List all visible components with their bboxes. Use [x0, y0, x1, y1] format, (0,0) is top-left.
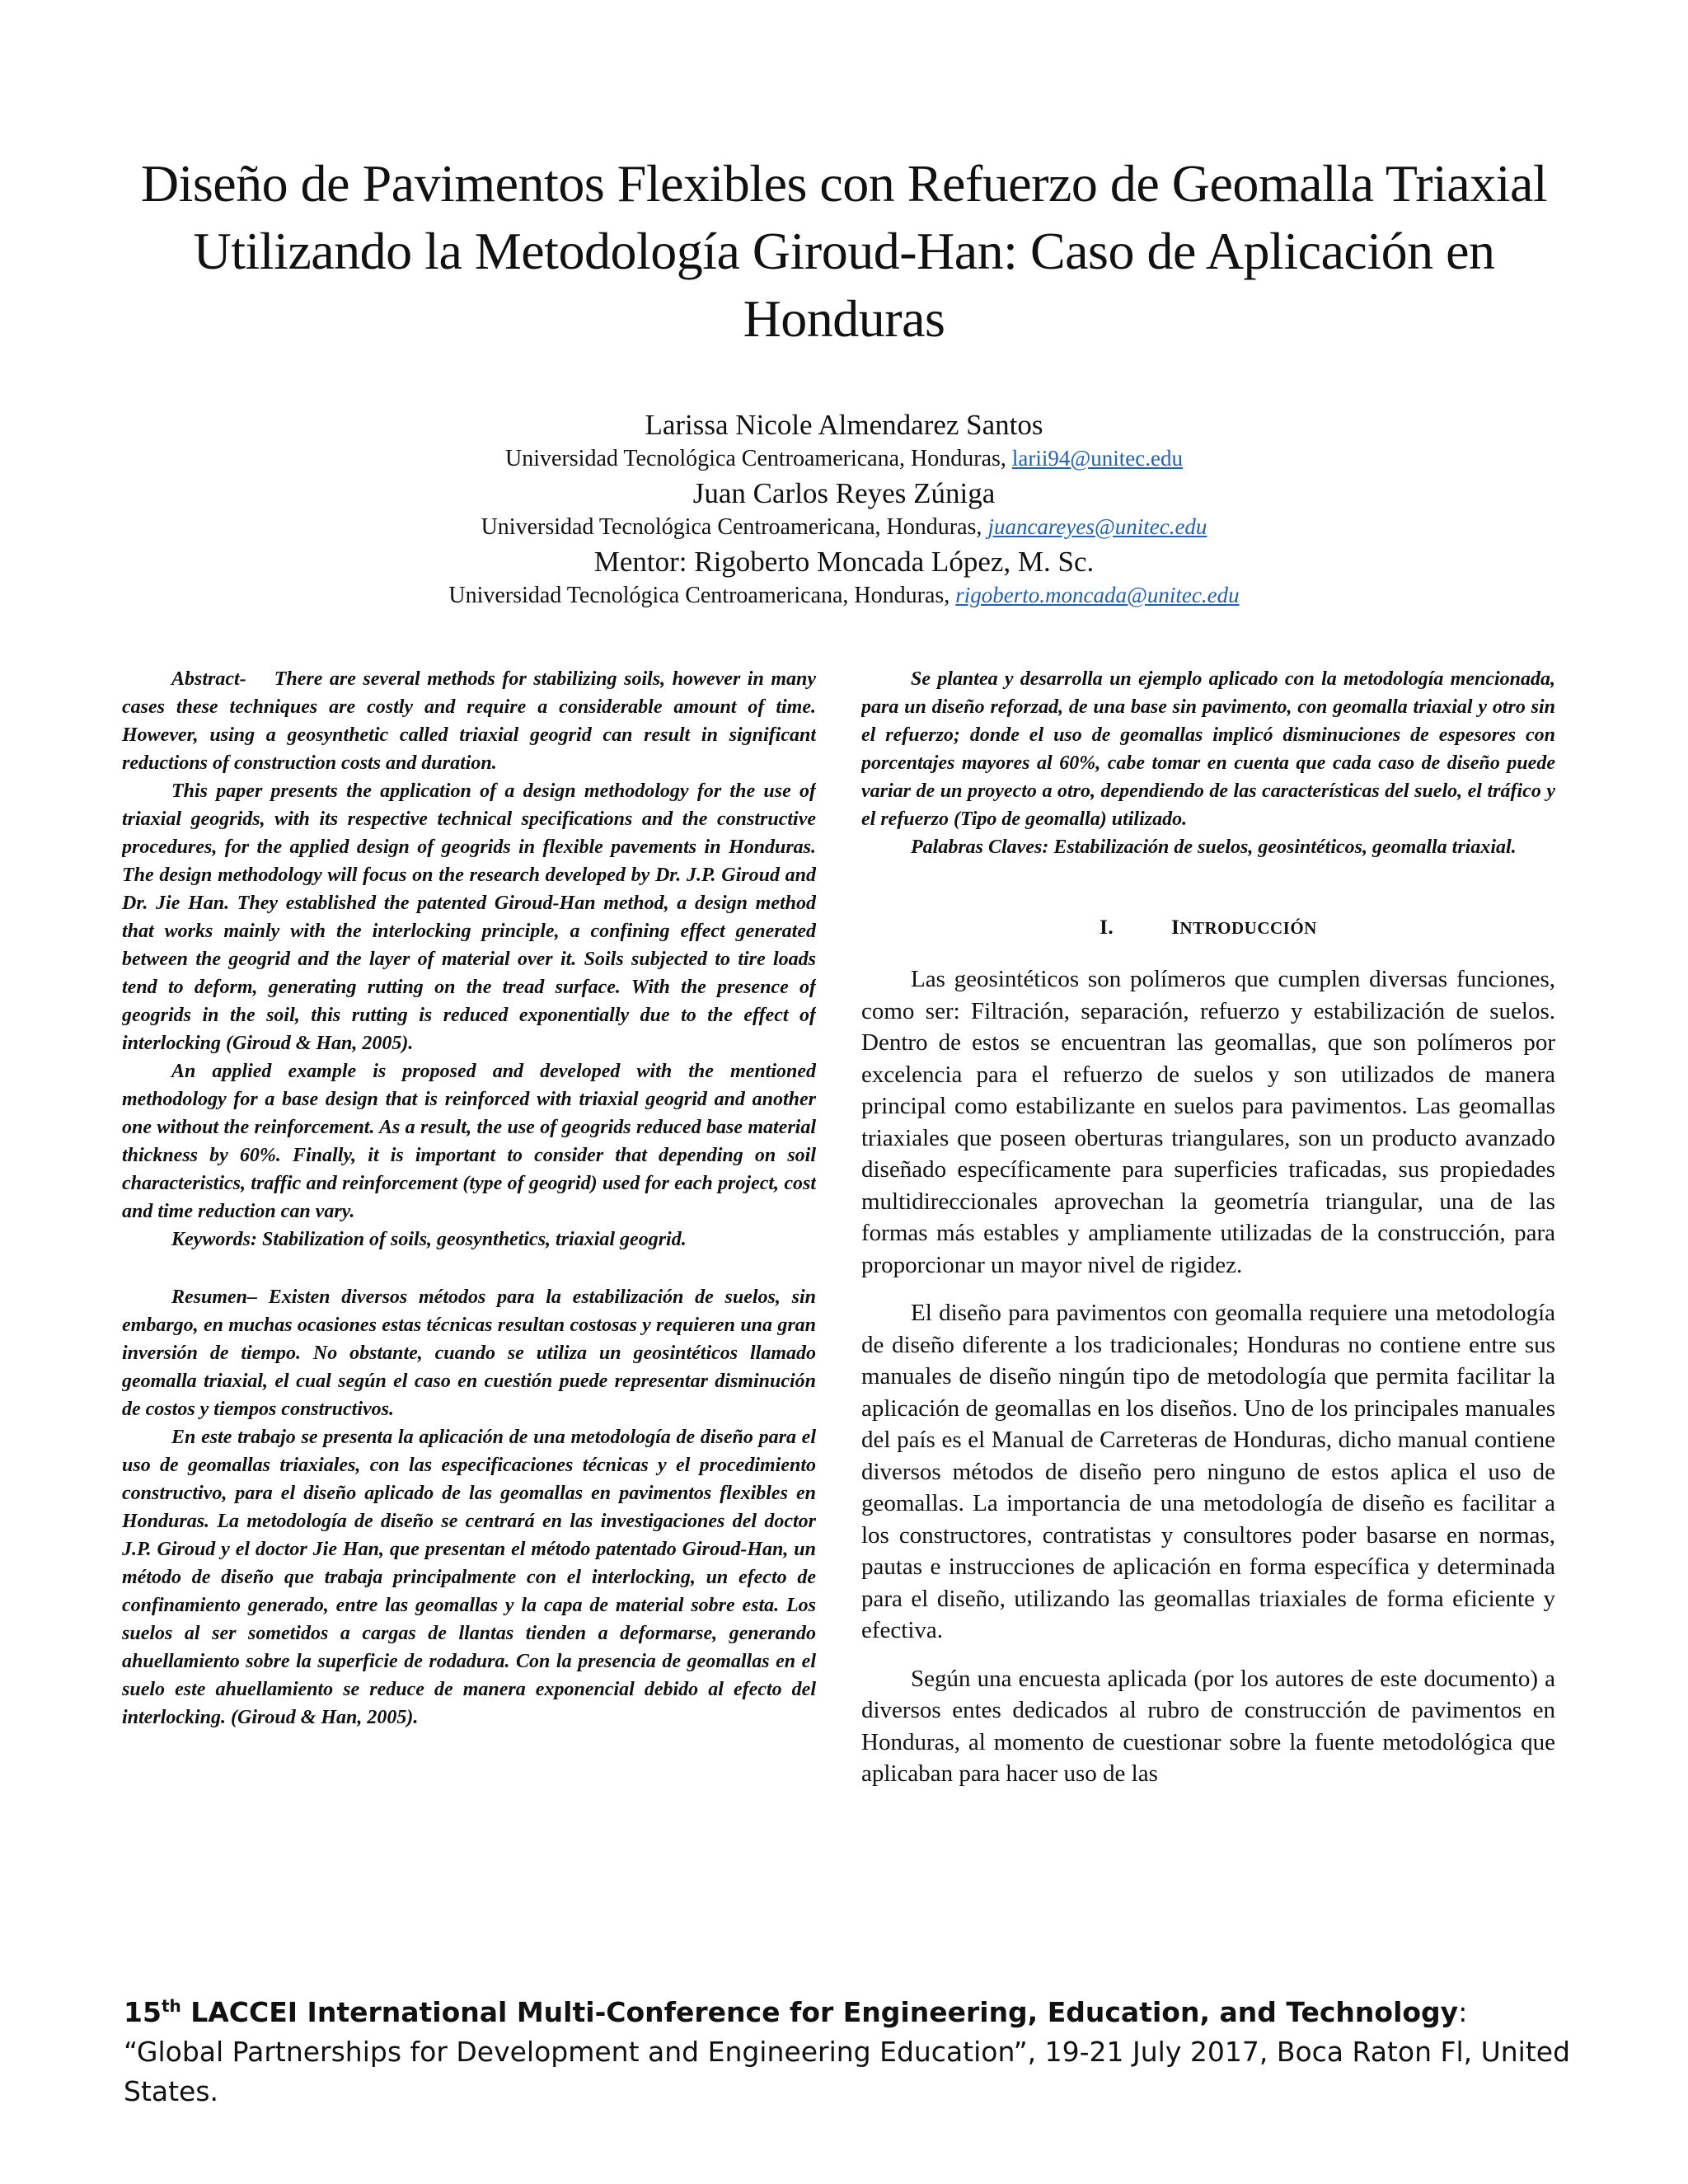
footer-conference-name — [124, 1996, 1458, 2028]
abstract-paragraph-1 — [122, 665, 816, 777]
section-title-rest: NTRODUCCIÓN — [1179, 918, 1317, 938]
footer-edition-number: 15 — [124, 1996, 162, 2028]
spacer — [861, 1647, 1555, 1663]
intro-paragraph-2: El diseño para pavimentos con geomalla requiere una metodología de diseño diferente a los tradicionales; Honduras no contiene entre sus manuales de diseño ningún tipo de metodología que permita facilitar la aplicación de geomallas en los diseños. Uno de los principales manuales del país es el Manual de Carreteras de Honduras, dicho manual contiene diversos métodos de diseño pero ninguno de estos aplica el uso de geomallas. La importancia de una metodología de diseño es facilitar a los constructores, contratistas y consultores poder basarse en normas, pautas e instrucciones de aplicación en forma específica y determinada para el diseño, utilizando las geomallas triaxiales de forma eficiente y efectiva. — [861, 1300, 1555, 1643]
author-block — [124, 408, 1564, 613]
left-column — [122, 665, 816, 1922]
author-name-2: Juan Carlos Reyes Zúniga — [692, 477, 996, 509]
abstract-paragraph-2: This paper presents the application of a design methodology for the use of triaxial geogrids, with its respective technical specifications and the constructive procedures, for the applied design of geogrids in flexible pavements in Honduras. The design methodology will focus on the research developed by Dr. J.P. Giroud and Dr. Jie Han. They established the patented Giroud-Han method, a design method that works mainly with the interlocking principle, a confining effect generated between the geogrid and the layer of material over it. Soils subjected to tire loads tend to deform, generating rutting on the tread surface. With the presence of geogrids in the soil, this rutting is reduced exponentially due to the effect of interlocking (Giroud & Han, 2005). — [122, 780, 816, 1054]
resumen-label: Resumen– — [171, 1286, 258, 1308]
abstract-keywords: Keywords: Stabilization of soils, geosynthetics, triaxial geogrid. — [171, 1229, 687, 1250]
section-heading-introduccion — [861, 914, 1555, 942]
author-email-link-1[interactable]: larii94@unitec.edu — [1011, 446, 1183, 471]
spacer — [122, 1254, 816, 1283]
footer-conference-title: LACCEI International Multi-Conference for Engineering, Education, and Technology — [181, 1996, 1459, 2028]
introduction-body — [861, 963, 1555, 1790]
abstract-label: Abstract- — [171, 668, 246, 690]
paper-title: Diseño de Pavimentos Flexibles con Refuerzo de Geomalla Triaxial Utilizando la Metodología Giroud-Han: Caso de Aplicación en Honduras — [140, 154, 1548, 348]
conference-footer — [124, 1986, 1574, 2111]
spacer — [861, 1281, 1555, 1297]
abstract-english — [122, 665, 816, 1254]
abstract-spanish — [122, 1283, 816, 1732]
affiliation-text: Universidad Tecnológica Centroamericana, Honduras, — [505, 446, 1012, 471]
author-affiliation-2 — [124, 511, 1564, 543]
resumen-keywords: Palabras Claves: Estabilización de suelos, geosintéticos, geomalla triaxial. — [911, 837, 1517, 858]
abstract-spanish-continued — [861, 665, 1555, 861]
author-name-3: Mentor: Rigoberto Moncada López, M. Sc. — [593, 546, 1095, 578]
right-column — [861, 665, 1555, 1971]
author-affiliation-3 — [124, 579, 1564, 612]
author-email-link-2[interactable]: juancareyes@unitec.edu — [987, 514, 1207, 539]
affiliation-text: Universidad Tecnológica Centroamericana, Honduras, — [481, 514, 988, 540]
resumen-paragraph-2: En este trabajo se presenta la aplicación de una metodología de diseño para el uso de geomallas triaxiales, con las especificaciones técnicas y el procedimiento constructivo, para el diseño aplicado de las geomallas en pavimentos flexibles en Honduras. La metodología de diseño se centrará en las investigaciones del doctor J.P. Giroud y el doctor Jie Han, que presentan el método patentado Giroud-Han, un método de diseño que trabaja principalmente con el interlocking, un efecto de confinamiento generado, entre las geomallas y la capa de material sobre esta. Los suelos al ser sometidos a cargas de llantas tienden a deformarse, generando ahuellamiento sobre la superficie de rodadura. Con la presencia de geomallas en el suelo este ahuellamiento se reduce de manera exponencial debido al efecto del interlocking. (Giroud & Han, 2005). — [122, 1427, 816, 1728]
affiliation-text: Universidad Tecnológica Centroamericana, Honduras, — [448, 583, 956, 608]
abstract-text-1: There are several methods for stabilizing soils, however in many cases these techniques are costly and require a considerable amount of time. However, using a geosynthetic called triaxial geogrid can result in significant reductions of construction costs and duration. — [122, 668, 816, 774]
section-title-initial: I — [1171, 916, 1180, 939]
section-number: I. — [1100, 916, 1114, 939]
resumen-paragraph-1 — [122, 1283, 816, 1423]
abstract-paragraph-3: An applied example is proposed and developed with the mentioned methodology for a base design that is reinforced with triaxial geogrid and another one without the reinforcement. As a result, the use of geogrids reduced base material thickness by 60%. Finally, it is important to consider that depending on soil characteristics, traffic and reinforcement (type of geogrid) used for each project, cost and time reduction can vary. — [122, 1061, 816, 1222]
resumen-paragraph-3: Se plantea y desarrolla un ejemplo aplicado con la metodología mencionada, para un diseño reforzad, de una base sin pavimento, con geomalla triaxial y otro sin el refuerzo; donde el uso de geomallas implicó disminuciones de espesores con porcentajes mayores al 60%, cabe tomar en cuenta que cada caso de diseño puede variar de un proyecto a otro, dependiendo de las características del suelo, el tráfico y el refuerzo (Tipo de geomalla) utilizado. — [861, 668, 1555, 830]
footer-edition-suffix: th — [161, 1996, 181, 2016]
footer-details: : “Global Partnerships for Development and Engineering Education”, 19-21 July 2017, Boca Raton Fl, United States. — [124, 1996, 1571, 2107]
author-name-1: Larissa Nicole Almendarez Santos — [645, 409, 1043, 441]
author-email-link-3[interactable]: rigoberto.moncada@unitec.edu — [955, 583, 1240, 607]
intro-paragraph-3: Según una encuesta aplicada (por los autores de este documento) a diversos entes dedicados al rubro de construcción de pavimentos en Honduras, al momento de cuestionar sobre la fuente metodológica que aplicaban para hacer uso de las — [861, 1665, 1555, 1787]
author-affiliation-1 — [124, 443, 1564, 475]
resumen-text-1: Existen diversos métodos para la estabilización de suelos, sin embargo, en muchas ocasiones estas técnicas resultan costosas y requieren una gran inversión de tiempo. No obstante, cuando se utiliza un geosintéticos llamado geomalla triaxial, el cual según el caso en cuestión puede representar disminución de costos y tiempos constructivos. — [122, 1286, 816, 1420]
intro-paragraph-1: Las geosintéticos son polímeros que cumplen diversas funciones, como ser: Filtración, separación, refuerzo y estabilización de suelos. Dentro de estos se encuentran las geomallas, que son polímeros por excelencia para el refuerzo de suelos y son utilizados de manera principal como estabilizante en suelos para pavimentos. Las geomallas triaxiales que poseen oberturas triangulares, son un producto avanzado diseñado específicamente para superficies traficadas, sus propiedades multidireccionales aprovechan la geometría triangular, una de las formas más estables y ampliamente utilizadas de la construcción, para proporcionar un mayor nivel de rigidez. — [861, 966, 1555, 1278]
